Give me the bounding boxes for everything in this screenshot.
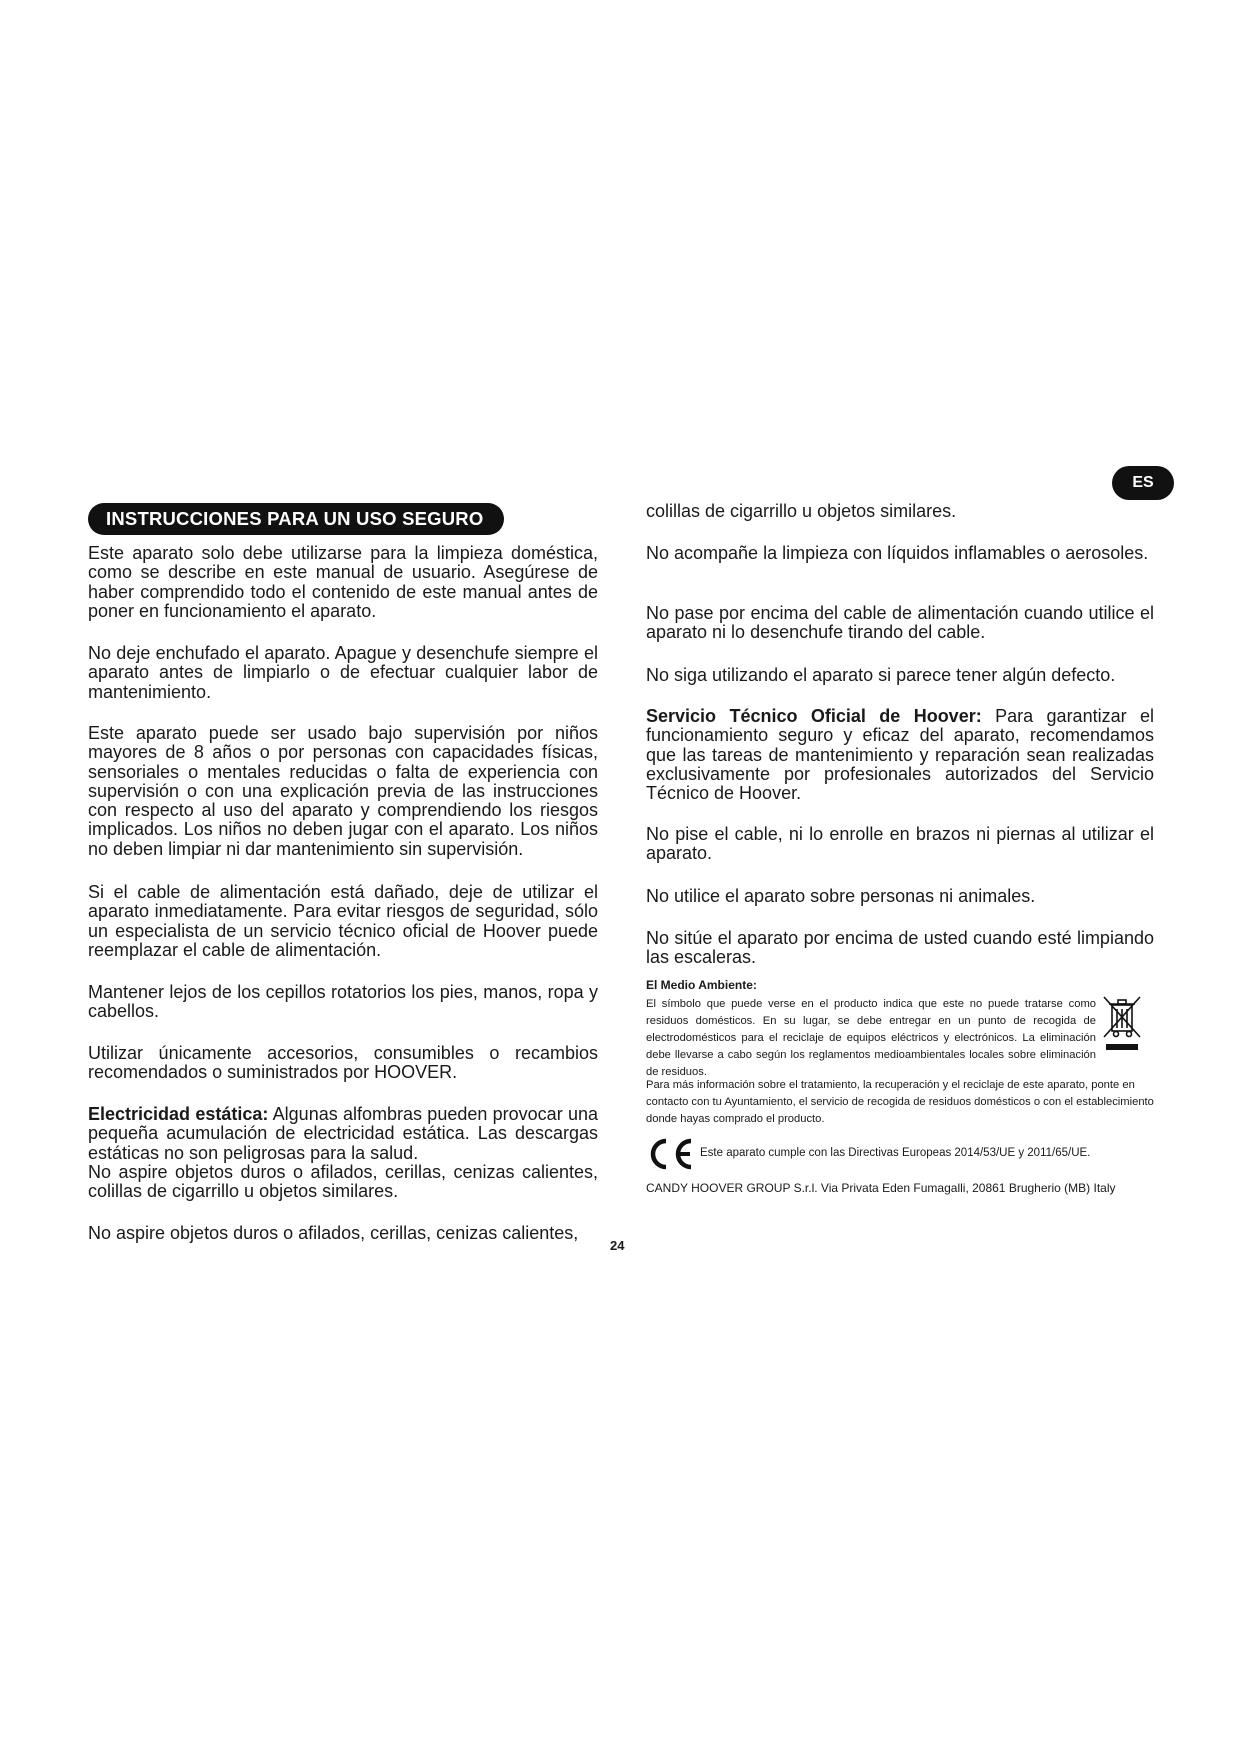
crossed-out-wheelie-bin-icon xyxy=(1100,995,1144,1053)
language-badge: ES xyxy=(1112,466,1174,500)
paragraph-brushes: Mantener lejos de los cepillos rotatorios los pies, manos, ropa y cabellos. xyxy=(88,982,598,1022)
paragraph-domestic-use: Este aparato solo debe utilizarse para la limpieza doméstica, como se describe en este manual de usuario. Asegúrese de haber comprendido todo el contenido de este manual antes de poner en funcionamiento el aparato. xyxy=(88,543,598,621)
paragraph-stairs: No sitúe el aparato por encima de usted cuando esté limpiando las escaleras. xyxy=(646,928,1154,968)
environment-contact-text: Para más información sobre el tratamiento, la recuperación y el reciclaje de este aparato, ponte en contacto con tu Ayuntamiento, el servicio de recogida de residuos domésticos o con el establecimiento donde hayas comprado el producto. xyxy=(646,1079,1154,1125)
paragraph-children-supervision: Este aparato puede ser usado bajo supervisión por niños mayores de 8 años o por personas con capacidades físicas, sensoriales o mentales reducidas o falta de experiencia con supervisión o con una explicación previa de las instrucciones con respecto al uso del aparato y comprendiendo los riesgos implicados. Los niños no deben jugar con el aparato. Los niños no deben limpiar ni dar mantenimiento sin supervisión. xyxy=(88,723,598,859)
ce-compliance-text: Este aparato cumple con las Directivas Europeas 2014/53/UE y 2011/65/UE. xyxy=(700,1147,1091,1159)
official-service-heading: Servicio Técnico Oficial de Hoover: xyxy=(646,706,982,726)
paragraph-flammable: No acompañe la limpieza con líquidos inflamables o aerosoles. xyxy=(646,543,1149,563)
paragraph-unplug: No deje enchufado el aparato. Apague y desenchufe siempre el aparato antes de limpiarlo o de efectuar cualquier labor de mantenimiento. xyxy=(88,643,598,702)
paragraph-people-animals: No utilice el aparato sobre personas ni animales. xyxy=(646,886,1036,906)
page-number: 24 xyxy=(610,1238,625,1253)
paragraph-cable-wrap: No pise el cable, ni lo enrolle en brazos ni piernas al utilizar el aparato. xyxy=(646,824,1154,864)
paragraph-power-cable: Si el cable de alimentación está dañado, deje de utilizar el aparato inmediatamente. Para evitar riesgos de seguridad, sólo un especialista de un servicio técnico oficial de Hoover puede reemplazar el cable de alimentación. xyxy=(88,882,598,960)
paragraph-defect: No siga utilizando el aparato si parece tener algún defecto. xyxy=(646,665,1116,685)
paragraph-static-electricity xyxy=(88,1105,598,1163)
paragraph-official-service xyxy=(646,707,1154,803)
section-title: INSTRUCCIONES PARA UN USO SEGURO xyxy=(88,503,504,535)
paragraph-cable-over: No pase por encima del cable de alimentación cuando utilice el aparato ni lo desenchufe tirando del cable. xyxy=(646,603,1154,643)
static-electricity-text: Algunas alfombras pueden provocar una pequeña acumulación de electricidad estática. Las descargas estáticas no son peligrosas para la salud. xyxy=(88,1104,598,1163)
static-electricity-heading: Electricidad estática: xyxy=(88,1104,269,1124)
ce-mark-icon xyxy=(646,1136,696,1172)
paragraph-hard-objects-repeat: No aspire objetos duros o afilados, cerillas, cenizas calientes, xyxy=(88,1223,579,1243)
environment-title: El Medio Ambiente: xyxy=(646,978,757,992)
environment-text: El símbolo que puede verse en el producto indica que este no puede tratarse como residuos domésticos. En su lugar, se debe entregar en un punto de recogida de electrodomésticos para el reciclaje de equipos eléctricos y electrónicos. La eliminación debe llevarse a cabo según los reglamentos medioambientales locales sobre eliminación de residuos. xyxy=(646,998,1096,1078)
paragraph-accessories: Utilizar únicamente accesorios, consumibles o recambios recomendados o suministrados por HOOVER. xyxy=(88,1043,598,1083)
official-service-text: Para garantizar el funcionamiento seguro y eficaz del aparato, recomendamos que las tareas de mantenimiento y reparación sean realizadas exclusivamente por profesionales autorizados del Servicio Técnico de Hoover. xyxy=(646,706,1155,804)
paragraph-cigarettes: colillas de cigarrillo u objetos similares. xyxy=(646,501,957,521)
company-address: CANDY HOOVER GROUP S.r.l. Via Privata Eden Fumagalli, 20861 Brugherio (MB) Italy xyxy=(646,1181,1116,1195)
paragraph-hard-objects: No aspire objetos duros o afilados, cerillas, cenizas calientes, colillas de cigarrillo u objetos similares. xyxy=(88,1162,598,1202)
